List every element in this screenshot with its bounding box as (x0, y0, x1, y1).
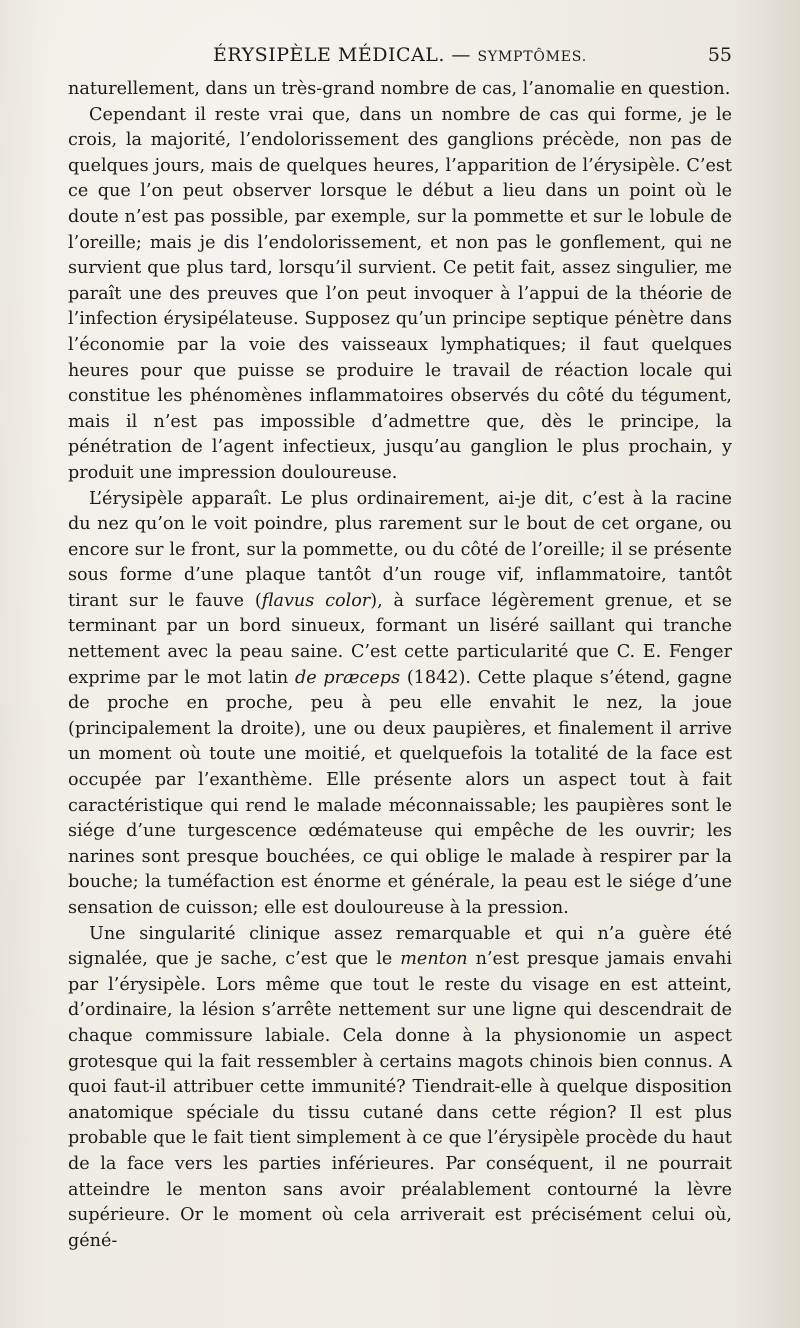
paragraph-text: L’érysipèle apparaît. Le plus ordinairement, ai-je dit, c’est à la racine du nez qu’on le voit poindre, plus rarement sur le bout de cet organe, ou encore sur le front, sur la pommette, ou du côté de l’oreille; il se présente sous forme d’une plaque tantôt d’un rouge vif, inflammatoire, tantôt tirant sur le fauve ( (68, 488, 732, 611)
page-number: 55 (707, 44, 732, 66)
paragraph (68, 103, 732, 487)
paragraph (68, 487, 732, 922)
paragraph-text: Une singularité clinique assez remarquable et qui n’a guère été signalée, que je sache, c’est que le (68, 923, 732, 970)
paragraph-text: (1842). Cette plaque s’étend, gagne de proche en proche, peu à peu elle envahit le nez, la joue (principalement la droite), une ou deux paupières, et finalement il arrive un moment où toute une moitié, et quelquefois la totalité de la face est occupée par l’exanthème. Elle présente alors un aspect tout à fait caractéristique qui rend le malade méconnaissable; les paupières sont le siége d’une turgescence œdémateuse qui empêche de les ouvrir; les narines sont presque bouchées, ce qui oblige le malade à respirer par la bouche; la tuméfaction est énorme et générale, la peau est le siége d’une sensation de cuisson; elle est douloureuse à la pression. (68, 667, 732, 918)
paragraph-text: n’est presque jamais envahi par l’érysipèle. Lors même que tout le reste du visage en est atteint, d’ordinaire, la lésion s’arrête nettement sur une ligne qui descendrait de chaque commissure labiale. Cela donne à la physionomie un aspect grotesque qui la fait ressembler à certains magots chinois bien connus. A quoi faut-il attribuer cette immunité? Tiendrait-elle à quelque disposition anatomique spéciale du tissu cutané dans cette région? Il est plus probable que le fait tient simplement à ce que l’érysipèle procède du haut de la face vers les parties inférieures. Par conséquent, il ne pourrait atteindre le menton sans avoir préalablement contourné la lèvre supérieure. Or le moment où cela arriverait est précisément celui où, géné- (68, 949, 733, 1251)
paragraph-text: naturellement, dans un très-grand nombre de cas, l’anomalie en question. (68, 79, 731, 99)
body-text (68, 77, 732, 1254)
italic-text: menton (400, 949, 468, 970)
running-title-sub: SYMPTÔMES. (477, 49, 587, 65)
paragraph-text: Cependant il reste vrai que, dans un nombre de cas qui forme, je le crois, la majorité, l’endolorissement des ganglions précède, non pas de quelques jours, mais de quelques heures, l’apparition de l’érysipèle. C’est ce que l’on peut observer lorsque le début a lieu dans un point où le doute n’est pas possible, par exemple, sur la pommette et sur le lobule de l’oreille; mais je dis l’endolorissement, et non pas le gonflement, qui ne survient que plus tard, lorsqu’il survient. Ce petit fait, assez singulier, me paraît une des preuves que l’on peut invoquer à l’appui de la théorie de l’infection érysipélateuse. Supposez qu’un principe septique pénètre dans l’économie par la voie des vaisseaux lymphatiques; il faut quelques heures pour que puisse se produire le travail de réaction locale qui constitue les phénomènes inflammatoires observés du côté du tégument, mais il n’est pas impossible d’admettre que, dès le principe, la pénétration de l’agent infectieux, jusqu’au ganglion le plus prochain, y produit une impression douloureuse. (68, 104, 732, 483)
running-title (68, 44, 732, 66)
page-header (68, 44, 732, 72)
paragraph (68, 922, 732, 1255)
italic-text: de præceps (294, 667, 401, 688)
paragraph (68, 77, 732, 103)
italic-text: flavus color (261, 590, 371, 611)
running-title-main: ÉRYSIPÈLE MÉDICAL. — (213, 44, 478, 66)
paragraph-text: ), à surface légèrement grenue, et se terminant par un bord sinueux, formant un liséré saillant qui tranche nettement avec la peau saine. C’est cette particularité que C. E. Fenger exprime par le mot latin (68, 590, 732, 688)
